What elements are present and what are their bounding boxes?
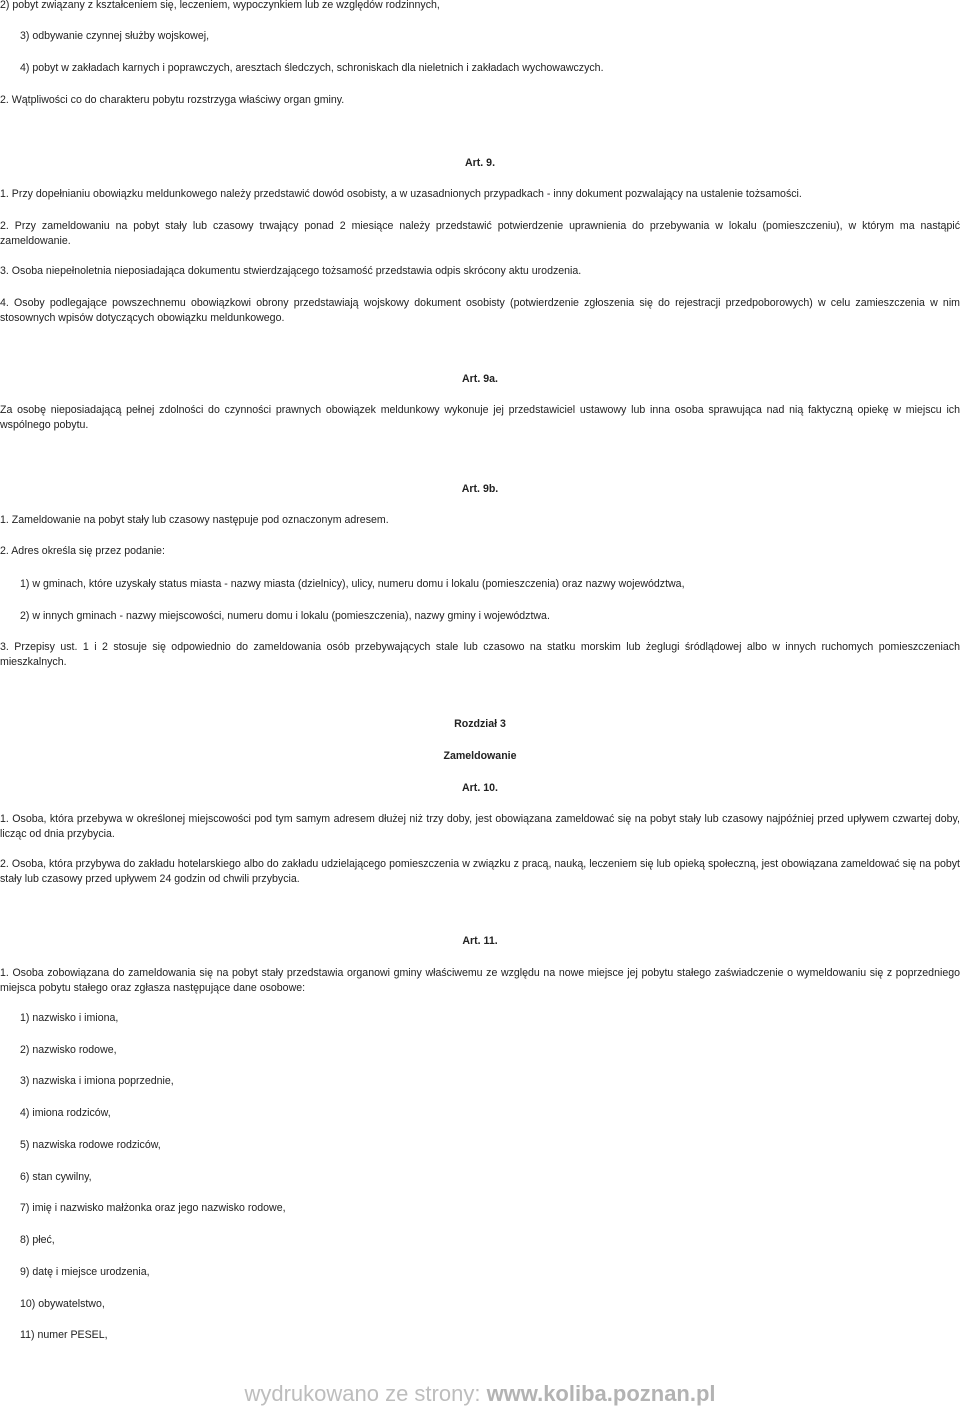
article-heading: Art. 9. [464, 157, 496, 169]
paragraph: 2. Wątpliwości co do charakteru pobytu rozstrzyga właściwy organ gminy. [0, 94, 345, 106]
article-heading: Art. 11. [462, 935, 498, 947]
list-item: 2) nazwisko rodowe, [20, 1044, 117, 1056]
list-item: 1) w gminach, które uzyskały status miasta - nazwy miasta (dzielnicy), ulicy, numeru domu i lokalu (pomieszczenia) oraz nazwy województwa, [20, 578, 685, 590]
paragraph: 1. Osoba, która przebywa w określonej miejscowości pod tym samym adresem dłużej niż trzy doby, jest obowiązana zameldować się na pobyt stały lub czasowy najpóźniej przed upływem czwartej doby, licząc od dnia przybycia. [0, 813, 960, 840]
paragraph: 1. Zameldowanie na pobyt stały lub czasowy następuje pod oznaczonym adresem. [0, 514, 389, 526]
article-heading-9a: Art. 9a. [462, 373, 498, 385]
article-heading: Art. 10. [462, 782, 498, 794]
article-heading: Art. 9b. [461, 483, 499, 495]
list-item: 1) nazwisko i imiona, [20, 1012, 119, 1024]
list-item: 6) stan cywilny, [20, 1171, 92, 1183]
paragraph: 4. Osoby podlegające powszechnemu obowiązkowi obrony przedstawiają wojskowy dokument osobisty (potwierdzenie zgłoszenia się do rejestracji przedpoborowych) w celu zamieszczenia w nim stosownych wpisów dotyczących obowiązku meldunkowego. [0, 297, 960, 324]
list-item: 5) nazwiska rodowe rodziców, [20, 1139, 161, 1151]
list-item: 4) imiona rodziców, [20, 1107, 111, 1119]
paragraph: 2. Osoba, która przybywa do zakładu hotelarskiego albo do zakładu udzielającego pomieszczenia w związku z pracą, nauką, leczeniem się lub opieką społeczną, jest obowiązana zameldować się na pobyt stały lub czasowy przed upływem 24 godzin od chwili przybycia. [0, 858, 960, 885]
paragraph: 3. Przepisy ust. 1 i 2 stosuje się odpowiednio do zameldowania osób przebywających stale lub czasowo na statku morskim lub żeglugi śródlądowej albo w innych ruchomych pomieszczeniach mieszkalnych. [0, 641, 960, 668]
paragraph: 1. Przy dopełnianiu obowiązku meldunkowego należy przedstawić dowód osobisty, a w uzasadnionych przypadkach - inny dokument pozwalający na ustalenie tożsamości. [0, 188, 802, 200]
footer-site: www.koliba.poznan.pl [486, 1381, 716, 1406]
paragraph: 3. Osoba niepełnoletnia nieposiadająca dokumentu stwierdzającego tożsamość przedstawia odpis skrócony aktu urodzenia. [0, 265, 582, 277]
paragraph: Za osobę nieposiadającą pełnej zdolności do czynności prawnych obowiązek meldunkowy wykonuje jej przedstawiciel ustawowy lub inna osoba sprawująca nad nią faktyczną opiekę w miejscu ich wspólnego pobytu. [0, 404, 960, 431]
list-item: 2) pobyt związany z kształceniem się, leczeniem, wypoczynkiem lub ze względów rodzinnych, [0, 0, 440, 11]
print-footer [0, 1380, 960, 1408]
paragraph: 2. Przy zameldowaniu na pobyt stały lub czasowy trwający ponad 2 miesiące należy przedstawić potwierdzenie uprawnienia do przebywania w lokalu (pomieszczeniu), w którym ma nastąpić zameldowanie. [0, 220, 960, 247]
list-item: 9) datę i miejsce urodzenia, [20, 1266, 150, 1278]
paragraph: 2. Adres określa się przez podanie: [0, 545, 165, 557]
chapter-subtitle: Zameldowanie [443, 750, 517, 762]
list-item: 10) obywatelstwo, [20, 1298, 105, 1310]
list-item: 8) płeć, [20, 1234, 55, 1246]
list-item: 3) nazwiska i imiona poprzednie, [20, 1075, 174, 1087]
list-item: 7) imię i nazwisko małżonka oraz jego nazwisko rodowe, [20, 1202, 286, 1214]
list-item: 11) numer PESEL, [20, 1329, 108, 1341]
footer-prefix: wydrukowano ze strony: [244, 1381, 487, 1406]
chapter-title: Rozdział 3 [454, 718, 506, 730]
list-item: 2) w innych gminach - nazwy miejscowości, numeru domu i lokalu (pomieszczenia), nazwy gminy i województwa. [20, 610, 550, 622]
paragraph: 1. Osoba zobowiązana do zameldowania się na pobyt stały przedstawia organowi gminy właściwemu ze względu na nowe miejsce jej pobytu stałego zaświadczenie o wymeldowaniu się z poprzedniego miejsca pobytu stałego oraz zgłasza następujące dane osobowe: [0, 967, 960, 994]
list-item: 3) odbywanie czynnej służby wojskowej, [20, 30, 210, 42]
list-item: 4) pobyt w zakładach karnych i poprawczych, aresztach śledczych, schroniskach dla nieletnich i zakładach wychowawczych. [20, 62, 604, 74]
